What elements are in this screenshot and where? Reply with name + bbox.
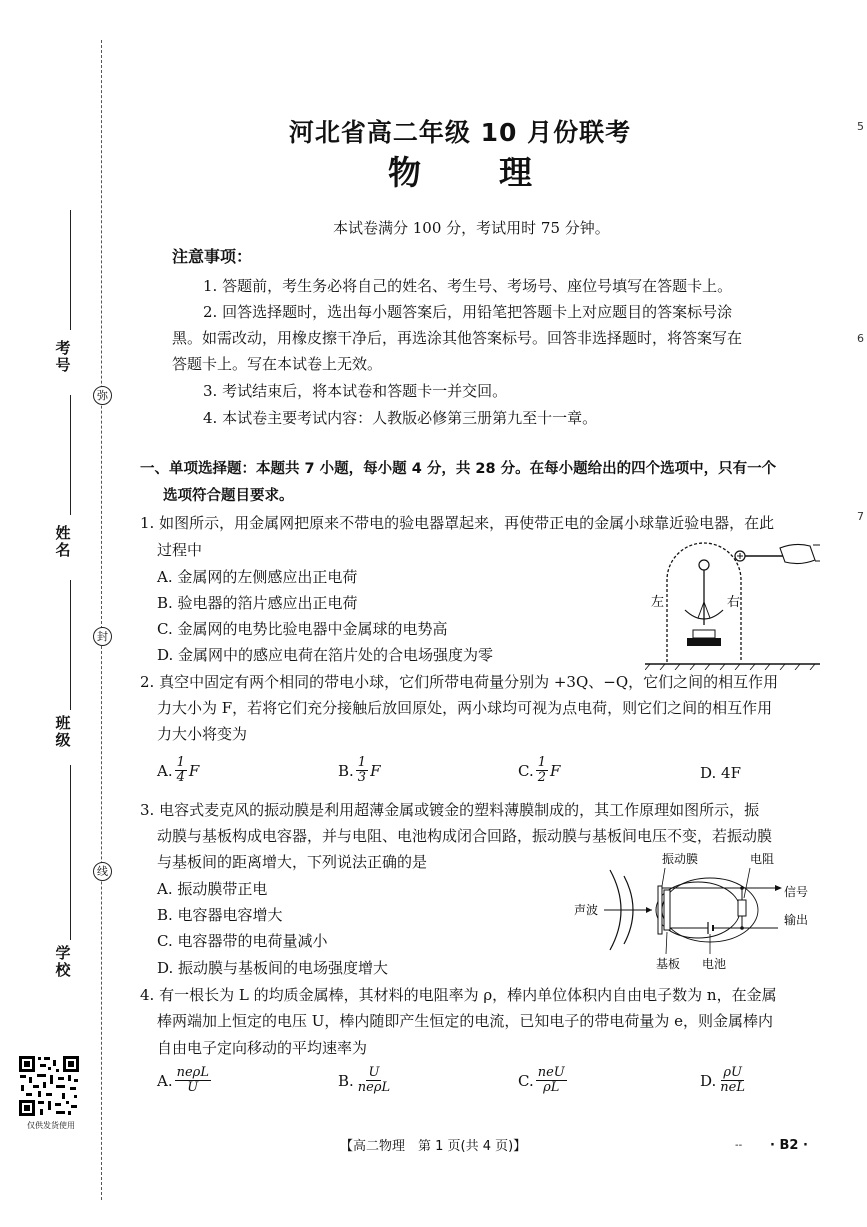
fold-line bbox=[101, 40, 102, 1200]
q2-option-b-label: B. bbox=[338, 761, 354, 780]
q2-option-a-label: A. bbox=[157, 761, 173, 780]
q2-b-denominator: 3 bbox=[357, 770, 367, 785]
notes-item-1: 1. 答题前，考生务必将自己的姓名、考生号、考场号、座位号填写在答题卡上。 bbox=[203, 277, 733, 295]
section-1-heading: 一、单项选择题：本题共 7 小题，每小题 4 分，共 28 分。在每小题给出的四个选项中，只有一个 bbox=[140, 461, 777, 477]
q1-option-d: D. 金属网中的感应电荷在箔片处的合电场强度为零 bbox=[157, 646, 494, 664]
q2-option-b bbox=[338, 756, 381, 785]
q2-a-numerator: 1 bbox=[176, 755, 185, 770]
q2-c-tail: F bbox=[550, 761, 561, 780]
q3-option-c: C. 电容器带的电荷量减小 bbox=[157, 932, 328, 950]
q1-option-c: C. 金属网的电势比验电器中金属球的电势高 bbox=[157, 620, 448, 638]
page-footer-info: 【高二物理 第 1 页(共 4 页)】 bbox=[340, 1139, 527, 1154]
q4-stem-line-2: 棒两端加上恒定的电压 U，棒内随即产生恒定的电流，已知电子的带电荷量为 e，则金属棒内 bbox=[157, 1012, 774, 1030]
exam-title: 河北省高二年级 10 月份联考 bbox=[288, 118, 632, 147]
q4-option-b-label: B. bbox=[338, 1071, 354, 1090]
q4-option-c-label: C. bbox=[518, 1071, 534, 1090]
score-info: 本试卷满分 100 分，考试用时 75 分钟。 bbox=[333, 219, 610, 237]
q1-option-a: A. 金属网的左侧感应出正电荷 bbox=[157, 568, 358, 586]
q3-fig-output-label: 输出 bbox=[784, 913, 809, 927]
microphone-circuit-diagram bbox=[570, 848, 820, 973]
q4-c-denominator: ρL bbox=[543, 1080, 560, 1095]
q2-b-numerator: 1 bbox=[357, 755, 367, 770]
notes-item-2-line-2: 黑。如需改动，用橡皮擦干净后，再选涂其他答案标号。回答非选择题时，将答案写在 bbox=[172, 329, 743, 347]
qr-caption: 仅供发货使用 bbox=[27, 1121, 75, 1130]
q1-figure bbox=[645, 530, 820, 670]
q3-option-a: A. 振动膜带正电 bbox=[157, 880, 268, 898]
q3-stem-line-3: 与基板间的距离增大，下列说法正确的是 bbox=[157, 853, 428, 871]
q4-stem-line-1: 4. 有一根长为 L 的均质金属棒，其材料的电阻率为 ρ，棒内单位体积内自由电子数为 n，在金属 bbox=[140, 986, 777, 1004]
q4-option-b bbox=[338, 1066, 394, 1095]
q4-d-denominator: neL bbox=[720, 1080, 745, 1095]
q4-option-b-fraction bbox=[356, 1066, 392, 1095]
q1-fig-right-label: 右 bbox=[727, 595, 741, 610]
q3-fig-membrane-label: 振动膜 bbox=[662, 852, 699, 866]
q2-a-denominator: 4 bbox=[176, 770, 185, 785]
q4-c-numerator: neU bbox=[537, 1065, 565, 1080]
q1-fig-left-label: 左 bbox=[651, 595, 665, 610]
seal-xian: 线 bbox=[93, 862, 112, 881]
q4-b-numerator: U bbox=[368, 1065, 380, 1080]
q2-option-a-fraction bbox=[175, 756, 187, 785]
q3-figure bbox=[570, 848, 820, 973]
margin-mark-1: 5 bbox=[857, 120, 864, 133]
qr-code-graphic bbox=[18, 1055, 80, 1117]
q3-option-b: B. 电容器电容增大 bbox=[157, 906, 283, 924]
q2-option-c-label: C. bbox=[518, 761, 534, 780]
q3-stem-line-1: 3. 电容式麦克风的振动膜是利用超薄金属或镀金的塑料薄膜制成的，其工作原理如图所示，振 bbox=[140, 801, 760, 819]
q1-option-b: B. 验电器的箔片感应出正电荷 bbox=[157, 594, 358, 612]
q4-stem-line-3: 自由电子定向移动的平均速率为 bbox=[157, 1039, 368, 1057]
q4-option-c-fraction bbox=[536, 1066, 567, 1095]
school-label: 学校 bbox=[55, 944, 71, 979]
q2-stem-line-2: 力大小为 F，若将它们充分接触后放回原处，两小球均可视为点电荷，则它们之间的相互作用 bbox=[157, 699, 773, 717]
notes-heading: 注意事项： bbox=[172, 247, 253, 266]
q4-option-a-label: A. bbox=[157, 1071, 173, 1090]
q4-a-numerator: neρL bbox=[176, 1065, 209, 1080]
q2-b-tail: F bbox=[370, 761, 381, 780]
q3-fig-plate-label: 基板 bbox=[656, 957, 681, 971]
q3-option-d: D. 振动膜与基板间的电场强度增大 bbox=[157, 959, 389, 977]
subject-char-1: 物 bbox=[388, 153, 421, 192]
exam-number-line bbox=[70, 210, 71, 330]
q4-option-a-fraction bbox=[175, 1066, 211, 1095]
margin-mark-2: 6 bbox=[857, 332, 864, 345]
q2-option-c bbox=[518, 756, 560, 785]
school-line bbox=[70, 765, 71, 940]
q4-option-d-fraction bbox=[718, 1066, 747, 1095]
qr-code bbox=[18, 1055, 80, 1117]
notes-item-4: 4. 本试卷主要考试内容：人教版必修第三册第九至十一章。 bbox=[203, 409, 598, 427]
q1-stem-line-2: 过程中 bbox=[157, 541, 203, 559]
q2-c-denominator: 2 bbox=[537, 770, 546, 785]
q2-option-c-fraction bbox=[536, 756, 548, 785]
q2-option-d: D. 4F bbox=[700, 764, 741, 782]
subject-title bbox=[200, 147, 720, 194]
footer-dash: -- bbox=[735, 1140, 743, 1151]
q4-option-c bbox=[518, 1066, 569, 1095]
q4-a-denominator: U bbox=[187, 1080, 199, 1095]
q2-stem-line-3: 力大小将变为 bbox=[157, 725, 248, 743]
q3-fig-sound-label: 声波 bbox=[574, 903, 599, 917]
q3-fig-signal-label: 信号 bbox=[784, 885, 809, 899]
q4-option-d bbox=[700, 1066, 749, 1095]
q2-option-b-fraction bbox=[356, 756, 368, 785]
seal-feng: 封 bbox=[93, 627, 112, 646]
q3-stem-line-2: 动膜与基板构成电容器，并与电阻、电池构成闭合回路，振动膜与基板间电压不变，若振动膜 bbox=[157, 827, 773, 845]
q2-stem-line-1: 2. 真空中固定有两个相同的带电小球，它们所带电荷量分别为 +3Q、−Q，它们之间的相互作用 bbox=[140, 673, 779, 691]
q2-c-numerator: 1 bbox=[537, 755, 546, 770]
paper-code: · B2 · bbox=[770, 1138, 808, 1153]
notes-item-2-line-3: 答题卡上。写在本试卷上无效。 bbox=[172, 355, 383, 373]
electroscope-diagram bbox=[645, 530, 820, 670]
q4-b-denominator: neρL bbox=[357, 1080, 391, 1095]
section-1-heading-cont: 选项符合题目要求。 bbox=[163, 488, 294, 504]
q4-option-d-label: D. bbox=[700, 1071, 717, 1090]
q3-fig-battery-label: 电池 bbox=[702, 957, 727, 971]
notes-item-2-line-1: 2. 回答选择题时，选出每小题答案后，用铅笔把答题卡上对应题目的答案标号涂 bbox=[203, 303, 733, 321]
exam-number-label: 考号 bbox=[55, 339, 71, 374]
q4-option-a bbox=[157, 1066, 213, 1095]
margin-mark-3: 7 bbox=[857, 510, 864, 523]
name-label: 姓名 bbox=[55, 524, 71, 559]
class-line bbox=[70, 580, 71, 710]
seal-mi: 弥 bbox=[93, 386, 112, 405]
q2-a-tail: F bbox=[188, 761, 200, 780]
name-line bbox=[70, 395, 71, 515]
q1-stem-line-1: 1. 如图所示，用金属网把原来不带电的验电器罩起来，再使带正电的金属小球靠近验电器，在此 bbox=[140, 514, 775, 532]
class-label: 班级 bbox=[55, 714, 71, 749]
q4-d-numerator: ρU bbox=[723, 1065, 742, 1080]
q2-option-a bbox=[157, 756, 199, 785]
subject-char-2: 理 bbox=[499, 153, 532, 192]
notes-item-3: 3. 考试结束后，将本试卷和答题卡一并交回。 bbox=[203, 382, 508, 400]
q3-fig-resistor-label: 电阻 bbox=[750, 852, 775, 866]
